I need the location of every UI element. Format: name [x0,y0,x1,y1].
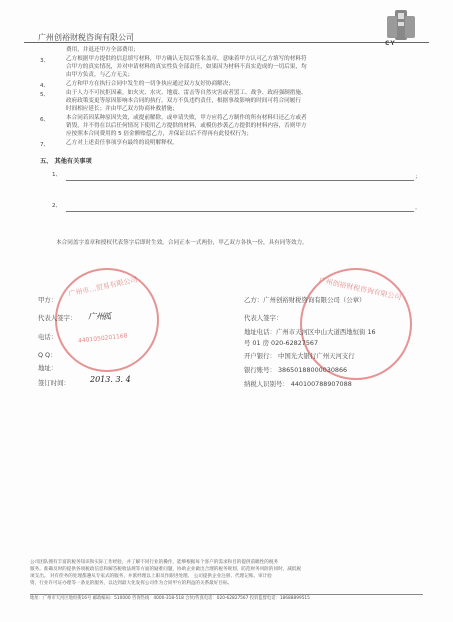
clause-6-line1: 本合同若因某种原因失效，或提前解除，或申请失败，甲方应将乙方制作的所有材料归还乙方或者 [66,115,307,121]
party-b-bank: 开户银行： 中国光大银行广州天河支行 [244,352,355,360]
clause-3-line3: 由甲方负责，与乙方无关； [66,72,134,78]
footer-contact: 地址：广州市天河区地恒街16号 邮政编码：510000 咨询热线：4000-318-518 合伙/传真电话：020-62827567 投诉监督电话：18688899515 [30,596,310,601]
party-b-address-phone-2: 号 01 房 020-62827567 [244,339,319,347]
party-b-address-phone-1: 地址电话：广州市天河区中山大道西地恒街 16 [244,328,376,336]
section-5-item1-end: ； [415,174,421,180]
party-b-seal-text: 广州创裕财税咨询有限公司 [318,276,402,302]
footer-line-3: 项支出。 对有偿务的处理都遵从专家式的服务，并派经理以上职员作跟进处理。 公司提供企业注册、代理记账、审计验 [30,574,272,579]
footer-divider [30,594,423,595]
clause-4-number: 4、 [40,83,50,89]
clause-6-line3: 应按照本合同费用的 5 倍金额赔偿乙方，并保证以后不得再有此侵权行为； [66,131,253,137]
party-a-seal-number: 4401050201168 [77,332,128,345]
footer-line-1: 公司团队拥有丰富的税务知识和实际工作经验，并了解不同行业的操作，能够根据每个客户的需求和目的提供前瞻性的税务 [30,560,279,565]
section-5-item2-line [66,211,414,212]
party-b-account: 银行账号： 38650188000030866 [244,366,348,374]
clause-5-number: 5、 [40,92,50,98]
clause-5-line1: 由于人力不可抗拒因素，如火灾、水灾、地震、雷击等自然灾害或者罢工、战争、政府强制措施、 [66,90,307,96]
section-5-item2-number: 2、 [52,203,62,209]
logo-letters: CY [385,40,396,47]
clause-3-line1: 乙方根据甲方提供的信息填写材料，甲方确认无误后签名盖章，意味着甲方认可乙方填写的材料符 [66,56,307,62]
party-a-rep-label: 代表人签字： [38,314,77,322]
clause-3-number: 3、 [40,58,50,64]
party-a-date-label: 签订时间： [38,379,70,387]
clause-3-line2: 合甲方的真实情况，并对申请材料的真实性负全部责任，如果因为材料不真实造成的一切后果，均 [66,64,307,70]
clause-4-line1: 乙方和甲方在执行合同中发生的一切争执应通过双方友好协商解决； [66,81,234,87]
clause-6-line2: 销毁，并不得在以后任何情况下使用乙方提供的材料，或模仿抄袭乙方提供的材料内容，否则甲方 [66,123,307,129]
clause-5-line2: 政府政策变更等原因影响本合同的执行，双方不负违约责任，根据事故影响的时间可将合同履行 [66,98,301,104]
party-b-label: 乙方：广州创裕财税咨询有限公司（公章） [244,296,366,304]
header-divider [24,42,429,43]
section-5-item1-line [66,180,414,181]
header-company-name: 广州创裕财税咨询有限公司 [38,33,134,42]
party-a-signature: 广州孤 [88,312,110,321]
section-5-title: 五、 其他有关事项 [40,158,92,165]
party-a-date-value: 2013. 3. 4 [90,375,131,384]
footer-line-2: 服务。准确及时的提供各项税政信息和解答税收法规等方面的疑难问题，协助企业做出合理的税务规划，防范财务风险的同时，减低税 [30,567,302,572]
party-a-seal-text: 广州市…贸易有限公司 [67,275,139,299]
section-5-item1-number: 1、 [52,172,62,178]
party-b-rep-label: 代表人签字： [244,314,283,322]
clause-prev-tail: 费用，并退还甲方全部费用； [66,47,139,53]
party-a-phone-label: 电话： [38,333,58,341]
party-a-label: 甲方： [38,296,58,304]
section-5-item2-end: 。 [415,205,421,211]
clause-7-line1: 乙方对上述责任事项享有最终的说明解释权。 [66,140,178,146]
footer-line-4: 资、行业许可证办理等一条龙的服务，以达到最大化发挥公司作为合同甲方的利益的关系最好目标。 [30,581,233,586]
party-a-qq-label: Q Q： [38,351,57,359]
party-b-taxid: 纳税人识别号： 440100788907088 [244,380,352,388]
clause-7-number: 7、 [40,142,50,148]
clause-6-number: 6、 [40,117,50,123]
clause-5-line3: 时间相应延长；并由甲乙双方协商补救措施； [66,106,178,112]
validity-statement: 本合同盖字盖章和授权代表签字后即时生效。合同正本一式两份，甲乙双方各执一份，具有同等效力。 [56,240,308,246]
party-a-address-label: 地址： [38,364,58,372]
